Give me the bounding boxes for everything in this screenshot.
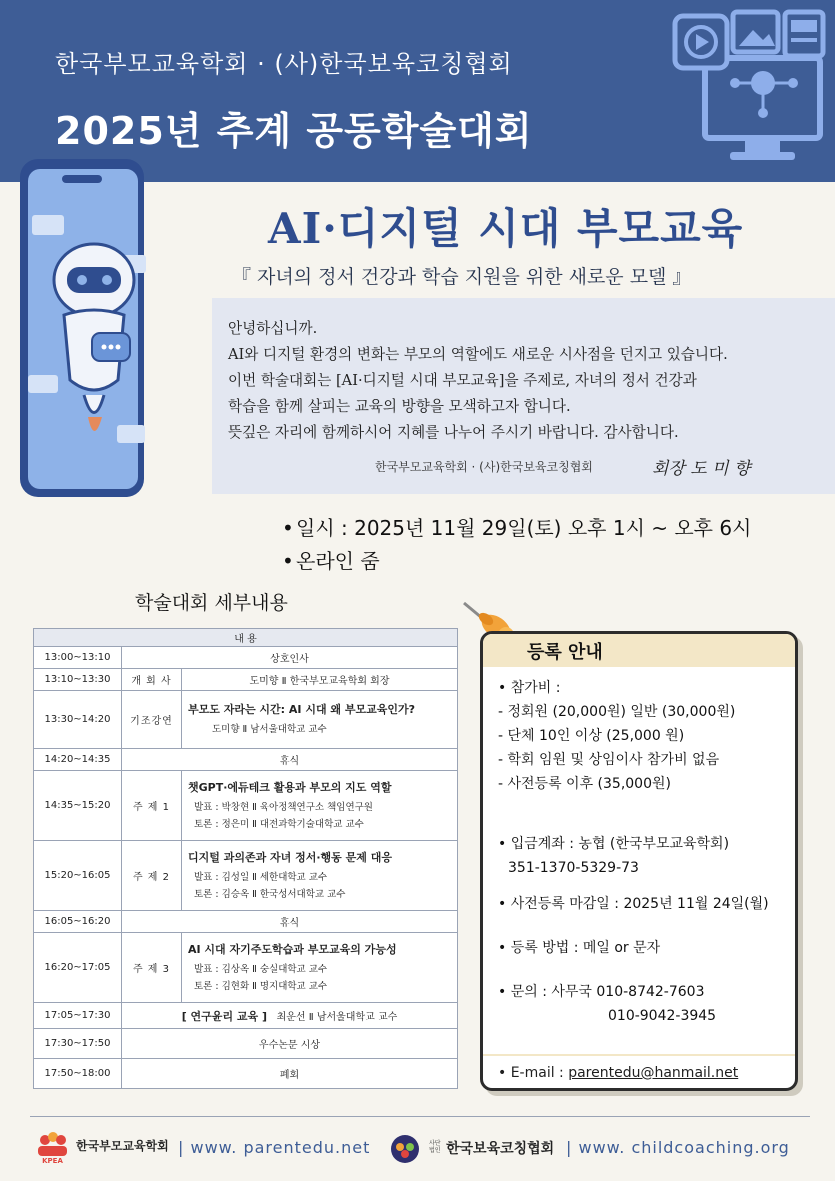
- event-info-list: [282, 512, 751, 578]
- registration-title-bar: [483, 634, 795, 667]
- coaching-association-prefix: 사단 법인: [429, 1140, 441, 1154]
- signature-name: 회장 도 미 향: [652, 459, 751, 479]
- kpea-logo-text: KPEA: [42, 1157, 63, 1164]
- role-cell: 주 제 1: [122, 771, 182, 841]
- bullet-icon: •: [282, 549, 294, 573]
- greeting-line: 이번 학술대회는 [AI·디지털 시대 부모교육]을 주제로, 자녀의 정서 건강과: [228, 372, 697, 389]
- email-link[interactable]: parentedu@hanmail.net: [568, 1065, 739, 1081]
- topic-discussant: 토론 : 정은미 Ⅱ 대전과학기술대학교 교수: [194, 818, 364, 830]
- topic-speaker: 도미향 Ⅱ 남서울대학교 교수: [212, 724, 327, 735]
- event-location: • 온라인 줌: [282, 545, 751, 578]
- role-cell: 주 제 2: [122, 841, 182, 911]
- table-row: [34, 933, 458, 1003]
- coaching-website-link[interactable]: | www. childcoaching.org: [566, 1138, 790, 1157]
- coaching-association-name: 한국보육코칭협회: [446, 1141, 555, 1157]
- topic-title: AI 시대 자기주도학습과 부모교육의 가능성: [188, 942, 397, 956]
- event-datetime: • 일시 : 2025년 11월 29일(토) 오후 1시 ~ 오후 6시: [282, 512, 751, 545]
- topic-presenter: 발표 : 박창현 Ⅱ 육아정책연구소 책임연구원: [194, 801, 373, 813]
- center-cell: 휴식: [122, 911, 458, 933]
- registration-deadline: • 사전등록 마감일 : 2025년 11월 24일(월): [498, 896, 769, 912]
- time-cell: 16:20~17:05: [34, 933, 122, 1003]
- registration-box: [480, 631, 798, 1091]
- topic-discussant: 토론 : 김승옥 Ⅱ 한국성서대학교 교수: [194, 888, 346, 900]
- footer: [36, 1130, 816, 1170]
- org-line: 한국부모교육학회 · (사)한국보육코칭협회: [55, 50, 513, 78]
- table-row: [34, 1059, 458, 1089]
- time-cell: 13:30~14:20: [34, 691, 122, 749]
- schedule-table: [33, 628, 458, 1089]
- table-row: [34, 1029, 458, 1059]
- fee-item: - 학회 임원 및 상임이사 참가비 없음: [498, 752, 720, 768]
- account-label: • 입금계좌 : 농협 (한국부모교육학회): [498, 836, 730, 852]
- greeting-line: AI와 디지털 환경의 변화는 부모의 역할에도 새로운 시사점을 던지고 있습니다.: [228, 346, 728, 363]
- subtitle: 『 자녀의 정서 건강과 학습 지원을 위한 새로운 모델 』: [232, 266, 692, 288]
- center-cell: 폐회: [122, 1059, 458, 1089]
- table-header-row: [34, 629, 458, 647]
- topic-cell: [182, 841, 458, 911]
- registration-method: • 등록 방법 : 메일 or 문자: [498, 940, 661, 956]
- time-cell: 17:05~17:30: [34, 1003, 122, 1029]
- fee-label: • 참가비 :: [498, 680, 561, 696]
- time-cell: 17:50~18:00: [34, 1059, 122, 1089]
- footer-divider: [30, 1116, 810, 1117]
- table-row: [34, 841, 458, 911]
- ethics-cell: [122, 1003, 458, 1029]
- ethics-title: [ 연구윤리 교육 ]: [181, 1009, 268, 1023]
- kpea-logo: [36, 1130, 69, 1164]
- time-cell: 15:20~16:05: [34, 841, 122, 911]
- greeting-box: [212, 298, 835, 494]
- signature-org: 한국부모교육학회 · (사)한국보육코칭협회: [375, 460, 593, 474]
- table-row: [34, 647, 458, 669]
- greeting-line: 학습을 함께 살피는 교육의 방향을 모색하고자 합니다.: [228, 398, 571, 415]
- greeting-line: 안녕하십니까.: [228, 320, 318, 337]
- topic-presenter: 발표 : 김성일 Ⅱ 세한대학교 교수: [194, 871, 328, 883]
- digital-media-monitor-icon: [665, 8, 830, 168]
- kpea-website-link[interactable]: | www. parentedu.net: [178, 1138, 371, 1157]
- contact-phone-2[interactable]: 010-9042-3945: [608, 1008, 717, 1024]
- table-row: [34, 749, 458, 771]
- bullet-icon: •: [282, 516, 294, 540]
- topic-presenter: 발표 : 김상옥 Ⅱ 숭실대학교 교수: [194, 963, 328, 975]
- table-row: [34, 691, 458, 749]
- table-row: [34, 1003, 458, 1029]
- ethics-speaker: 최운선 Ⅱ 남서울대학교 교수: [276, 1011, 398, 1023]
- table-row: [34, 669, 458, 691]
- topic-title: 부모도 자라는 시간: AI 시대 왜 부모교육인가?: [188, 703, 416, 716]
- role-cell: 주 제 3: [122, 933, 182, 1003]
- account-number[interactable]: 351-1370-5329-73: [508, 860, 639, 876]
- main-title: AI·디지털 시대 부모교육: [268, 204, 744, 253]
- topic-discussant: 토론 : 김현화 Ⅱ 명지대학교 교수: [194, 980, 328, 992]
- topic-title: 챗GPT·에듀테크 활용과 부모의 지도 역할: [188, 780, 392, 794]
- speaker-cell: 도미향 Ⅱ 한국부모교육학회 회장: [182, 669, 458, 691]
- role-cell: 기조강연: [122, 691, 182, 749]
- details-heading: 학술대회 세부내용: [135, 592, 288, 614]
- topic-cell: [182, 933, 458, 1003]
- topic-cell: [182, 691, 458, 749]
- center-cell: 휴식: [122, 749, 458, 771]
- fee-item: - 정회원 (20,000원) 일반 (30,000원): [498, 704, 736, 720]
- topic-cell: [182, 771, 458, 841]
- time-cell: 13:10~13:30: [34, 669, 122, 691]
- topic-title: 디지털 과의존과 자녀 정서·행동 문제 대응: [188, 850, 392, 864]
- role-cell: 개 회 사: [122, 669, 182, 691]
- time-cell: 16:05~16:20: [34, 911, 122, 933]
- email-label: • E-mail :: [498, 1065, 569, 1081]
- contact-phone[interactable]: • 문의 : 사무국 010-8742-7603: [498, 984, 705, 1000]
- fee-item: - 사전등록 이후 (35,000원): [498, 776, 671, 792]
- registration-title: 등록 안내: [527, 642, 603, 663]
- kpea-name: 한국부모교육학회: [76, 1139, 169, 1153]
- time-cell: 17:30~17:50: [34, 1029, 122, 1059]
- center-cell: 상호인사: [122, 647, 458, 669]
- divider: [483, 1054, 795, 1056]
- registration-content: [498, 676, 769, 1028]
- table-row: [34, 911, 458, 933]
- email-row: [498, 1065, 738, 1081]
- coaching-association-logo: [390, 1134, 420, 1164]
- center-cell: 우수논문 시상: [122, 1029, 458, 1059]
- table-row: [34, 771, 458, 841]
- greeting-line: 뜻깊은 자리에 함께하시어 지혜를 나누어 주시기 바랍니다. 감사합니다.: [228, 424, 679, 441]
- fee-item: - 단체 10인 이상 (25,000 원): [498, 728, 685, 744]
- time-cell: 14:20~14:35: [34, 749, 122, 771]
- conference-title: 2025년 추계 공동학술대회: [55, 109, 533, 153]
- time-cell: 13:00~13:10: [34, 647, 122, 669]
- phone-robot-illustration: [12, 155, 147, 500]
- time-cell: 14:35~15:20: [34, 771, 122, 841]
- table-header: 내 용: [34, 629, 458, 647]
